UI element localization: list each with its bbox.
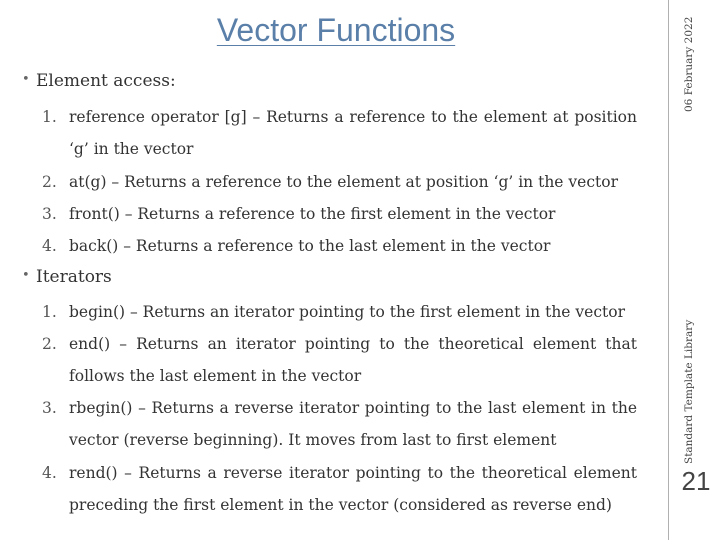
item-number: 4.: [42, 464, 57, 482]
item-text: rend() – Returns a reverse iterator pointing to the theoretical element: [69, 464, 637, 482]
bullet-dot-icon: •: [22, 72, 30, 87]
item-text-line2: ‘g’ in the vector: [69, 140, 194, 158]
item-text-line2: preceding the first element in the vector (considered as reverse end): [69, 496, 612, 514]
slide-footer-library: Standard Template Library: [683, 319, 695, 464]
slide-title: Vector Functions: [216, 12, 456, 48]
item-number: 1.: [42, 303, 57, 321]
item-number: 3.: [42, 205, 57, 223]
item-text: end() – Returns an iterator pointing to the theoretical element that: [69, 335, 637, 353]
item-text: reference operator [g] – Returns a reference to the element at position: [69, 108, 637, 126]
item-number: 4.: [42, 237, 57, 255]
item-number: 2.: [42, 335, 57, 353]
sidebar-divider: [668, 0, 669, 540]
item-text: at(g) – Returns a reference to the element at position ‘g’ in the vector: [69, 173, 618, 191]
item-number: 2.: [42, 173, 57, 191]
item-text: back() – Returns a reference to the last element in the vector: [69, 237, 551, 255]
page-number: 21: [681, 466, 711, 496]
section-heading: Iterators: [36, 267, 112, 287]
slide-date: 06 February 2022: [683, 16, 695, 112]
item-text-line2: vector (reverse beginning). It moves from last to first element: [69, 431, 557, 449]
item-text: rbegin() – Returns a reverse iterator pointing to the last element in the: [69, 399, 637, 417]
item-number: 3.: [42, 399, 57, 417]
bullet-dot-icon: •: [22, 268, 30, 283]
section-heading: Element access:: [36, 71, 176, 91]
item-text-line2: follows the last element in the vector: [69, 367, 362, 385]
item-text: begin() – Returns an iterator pointing to the first element in the vector: [69, 303, 625, 321]
item-text: front() – Returns a reference to the first element in the vector: [69, 205, 556, 223]
item-number: 1.: [42, 108, 57, 126]
